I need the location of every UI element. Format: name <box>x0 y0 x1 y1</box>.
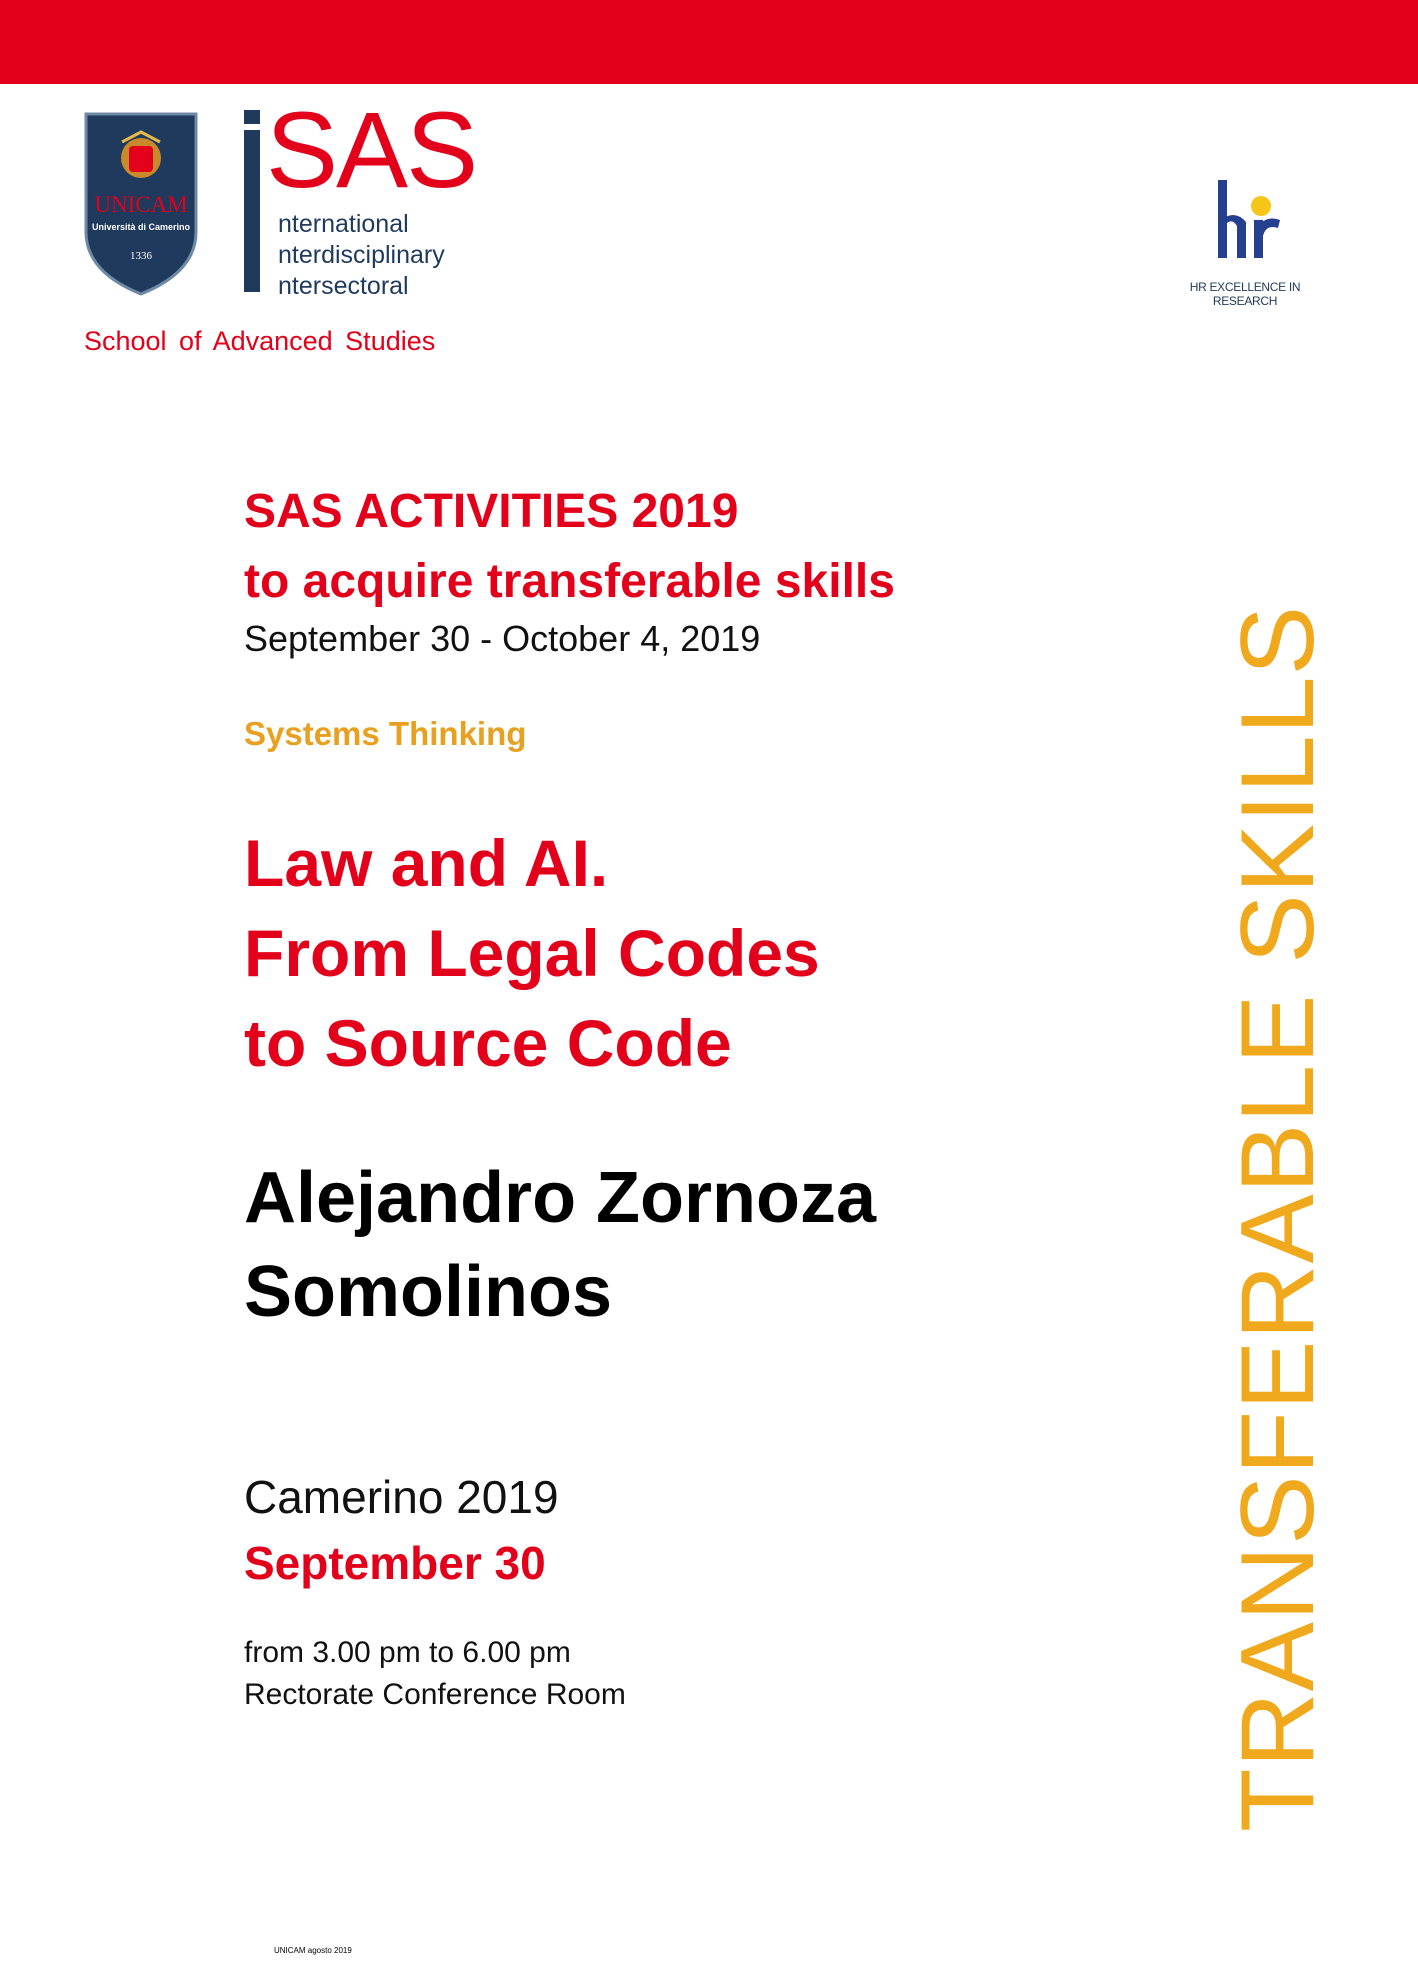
event-room: Rectorate Conference Room <box>244 1678 626 1711</box>
hr-caption: HR EXCELLENCE IN RESEARCH <box>1189 280 1301 308</box>
activity-dates: September 30 - October 4, 2019 <box>244 618 761 659</box>
speaker-line2: Somolinos <box>244 1252 613 1332</box>
title-line3: to Source Code <box>244 1006 732 1080</box>
title-line1: Law and AI. <box>244 826 609 900</box>
school-name: School of Advanced Studies <box>84 326 436 356</box>
event-time: from 3.00 pm to 6.00 pm <box>244 1636 571 1669</box>
footer-note: UNICAM agosto 2019 <box>274 1946 352 1955</box>
shield-year: 1336 <box>130 250 152 262</box>
event-date: September 30 <box>244 1537 546 1589</box>
side-transferable-skills: TRANSFERABLE SKILLS <box>1220 605 1336 1832</box>
event-place: Camerino 2019 <box>244 1471 559 1523</box>
shield-name: UNICAM <box>94 192 188 217</box>
isas-logo <box>244 89 484 300</box>
isas-i-bar <box>244 130 260 292</box>
title-line2: From Legal Codes <box>244 916 820 990</box>
shield-subtitle: Università di Camerino <box>91 222 191 232</box>
isas-sas-text: SAS <box>266 89 477 210</box>
speaker-line1: Alejandro Zornoza <box>244 1158 877 1238</box>
isas-i-dot <box>244 110 260 124</box>
heading-line2: to acquire transferable skills <box>244 555 895 608</box>
isas-line-international: nternational <box>278 210 409 238</box>
isas-line-interdisciplinary: nterdisciplinary <box>278 241 445 269</box>
heading-line1: SAS ACTIVITIES 2019 <box>244 485 739 538</box>
topic: Systems Thinking <box>244 715 527 752</box>
unicam-shield-logo <box>84 112 198 296</box>
isas-line-intersectoral: ntersectoral <box>278 272 409 300</box>
top-red-bar <box>0 0 1418 84</box>
